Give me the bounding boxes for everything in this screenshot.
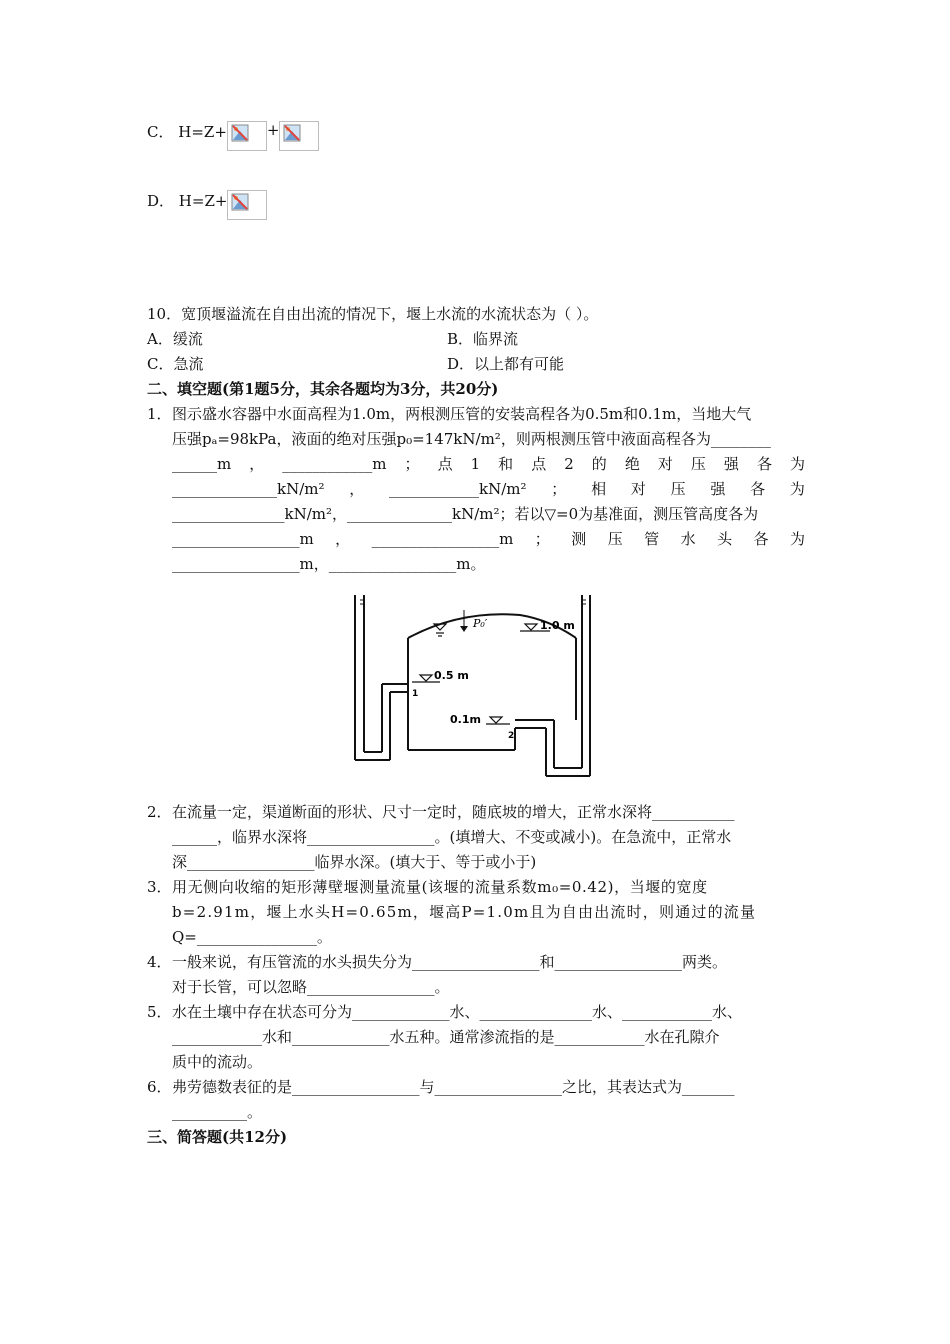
broken-image-icon — [227, 121, 267, 151]
label-level-01: 0.1m — [450, 713, 481, 726]
text: 2 — [564, 455, 574, 473]
fill-1-number: 1． — [147, 405, 172, 423]
label-p0: P₀′ — [473, 617, 488, 630]
fill-6-number: 6． — [147, 1078, 172, 1096]
question-10-option-d: D．以上都有可能 — [447, 355, 565, 373]
text: 为 — [789, 530, 805, 548]
blank: ______m — [172, 455, 232, 473]
text: 管 — [644, 530, 660, 548]
text: 头 — [717, 530, 733, 548]
fill-5-number: 5． — [147, 1003, 172, 1021]
text: 水 — [680, 530, 696, 548]
blank: ____________kN/m² — [389, 480, 527, 498]
container-figure — [350, 590, 600, 784]
fill-1-line-7: _________________m，_________________m。 — [172, 555, 486, 573]
section-heading-short-answer: 三、简答题(共12分) — [147, 1128, 288, 1146]
fill-2-line-1: 在流量一定，渠道断面的形状、尺寸一定时，随底坡的增大，正常水深将___________ — [172, 803, 735, 821]
option-c-plus: + — [266, 121, 280, 139]
text: 的 — [591, 455, 607, 473]
text: 点 — [531, 455, 547, 473]
fill-5-line-2: ____________水和_____________水五种。通常渗流指的是____________水在孔隙介 — [172, 1028, 720, 1046]
text: 各 — [756, 455, 772, 473]
broken-image-icon — [227, 190, 267, 220]
blank: ____________m — [282, 455, 387, 473]
text: 1 — [470, 455, 481, 473]
fill-2-line-3: 深_________________临界水深。(填大于、等于或小于) — [172, 853, 537, 871]
fill-6-line-1: 弗劳德数表征的是_________________与_________________之比，其表达式为_______ — [172, 1078, 735, 1096]
text: 点 — [437, 455, 453, 473]
fill-4-line-1: 一般来说，有压管流的水头损失分为_________________和_________________两类。 — [172, 953, 728, 971]
label-level-05: 0.5 m — [434, 669, 469, 682]
blank: ______________kN/m² — [172, 480, 325, 498]
text: ， — [349, 480, 365, 498]
fill-3-line-2: b=2.91m，堰上水头H=0.65m，堰高P=1.0m且为自由出流时，则通过的流量 — [172, 903, 757, 921]
question-10-option-a: A．缓流 — [147, 330, 203, 348]
text: 压 — [607, 530, 623, 548]
fill-1-line-6 — [172, 527, 805, 551]
text: ； — [404, 455, 420, 473]
text: 相 — [591, 480, 607, 498]
option-c — [147, 121, 319, 151]
text: 压 — [670, 480, 686, 498]
fill-2-number: 2． — [147, 803, 172, 821]
text: ； — [551, 480, 567, 498]
text: 测 — [571, 530, 587, 548]
option-c-formula: C． H=Z+ — [147, 123, 227, 141]
text: 和 — [498, 455, 514, 473]
option-d-formula: D． H=Z+ — [147, 192, 228, 210]
section-heading-fill-in: 二、填空题(第1题5分，其余各题均为3分，共20分) — [147, 380, 499, 398]
broken-image-icon — [279, 121, 319, 151]
question-10-option-c: C．急流 — [147, 355, 204, 373]
fill-4-number: 4． — [147, 953, 172, 971]
label-point-1: 1 — [412, 689, 419, 699]
text: 强 — [710, 480, 726, 498]
fill-1-line-2: 压强pₐ=98kPa，液面的绝对压强p₀=147kN/m²，则两根测压管中液面高程各为________ — [172, 430, 771, 448]
question-10-option-b: B．临界流 — [447, 330, 519, 348]
text: 压 — [690, 455, 706, 473]
fill-6-line-2: __________。 — [172, 1103, 263, 1121]
text: 对 — [657, 455, 673, 473]
fill-1-line-4 — [172, 477, 805, 501]
fill-3-line-3: Q=________________。 — [172, 928, 332, 946]
fill-2-line-2: ______，临界水深将_________________。(填增大、不变或减小)。在急流中，正常水 — [172, 828, 732, 846]
text: 对 — [630, 480, 646, 498]
text: ， — [249, 455, 265, 473]
label-point-2: 2 — [508, 731, 515, 741]
fill-1-line-1: 图示盛水容器中水面高程为1.0m，两根测压管的安装高程各为0.5m和0.1m，当地大气 — [172, 405, 752, 423]
fill-1-line-5: _______________kN/m²，______________kN/m²；若以▽=0为基准面，测压管高度各为 — [172, 505, 759, 523]
fill-4-line-2: 对于长管，可以忽略_________________。 — [172, 978, 450, 996]
fill-3-number: 3． — [147, 878, 172, 896]
question-10-stem: 10．宽顶堰溢流在自由出流的情况下，堰上水流的水流状态为（ ）。 — [147, 305, 599, 323]
option-d — [147, 190, 267, 220]
blank: _________________m — [371, 530, 514, 548]
container-diagram — [350, 590, 600, 780]
fill-1-line-3 — [172, 452, 805, 476]
text: 绝 — [624, 455, 640, 473]
text: 强 — [723, 455, 739, 473]
text: ， — [335, 530, 351, 548]
blank: _________________m — [172, 530, 314, 548]
label-level-1: 1.0 m — [540, 619, 575, 632]
fill-5-line-3: 质中的流动。 — [172, 1053, 263, 1071]
fill-5-line-1: 水在土壤中存在状态可分为_____________水、_______________水、____________水、 — [172, 1003, 743, 1021]
text: ； — [534, 530, 550, 548]
fill-3-line-1: 用无侧向收缩的矩形薄壁堰测量流量(该堰的流量系数m₀=0.42)，当堰的宽度 — [172, 878, 708, 896]
text: 为 — [789, 480, 805, 498]
text: 各 — [750, 480, 766, 498]
text: 为 — [789, 455, 805, 473]
text: 各 — [753, 530, 769, 548]
